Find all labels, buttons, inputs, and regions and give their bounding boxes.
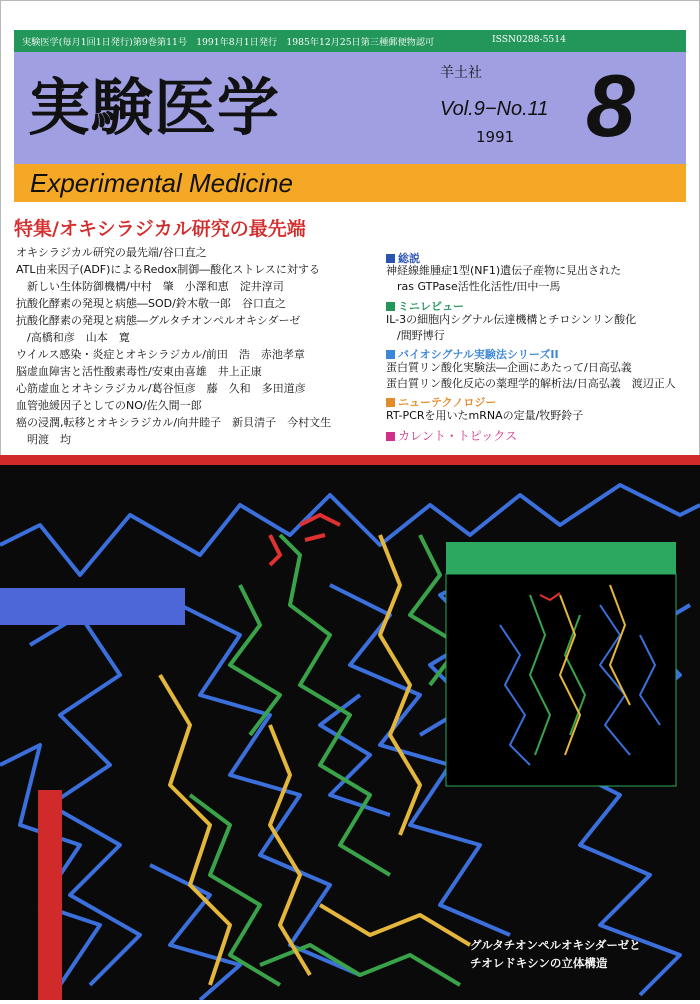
publication-info-bar [14,30,686,52]
feature-article: 血管弛緩因子としてのNO/佐久間一郎 [16,399,202,412]
biosignal-line: 蛋白質リン酸化反応の薬理学的解析法/日高弘義 渡辺正人 [386,377,676,390]
biosignal-line: 蛋白質リン酸化実験法―企画にあたって/日高弘義 [386,361,632,374]
minireview-line: IL-3の細胞内シグナル伝達機構とチロシンリン酸化 [386,313,637,326]
section-newtech [386,394,496,410]
volume-number: Vol.9−No.11 [440,98,549,120]
section-label: ミニレビュー [398,300,464,313]
section-label: 総説 [398,252,420,265]
newtech-line: RT-PCRを用いたmRNAの定量/牧野鈴子 [386,409,584,422]
inset-structure-panel [446,574,676,786]
feature-article: ATL由来因子(ADF)によるRedox制御―酸化ストレスに対する [16,263,320,276]
issue-number: 8 [586,56,635,155]
feature-article: ウイルス感染・炎症とオキシラジカル/前田 浩 赤池孝章 [16,348,305,361]
feature-article: 明渡 均 [16,433,71,446]
caption-line: グルタチオンペルオキシダーゼと [470,938,641,952]
feature-article: 抗酸化酵素の発現と病態―グルタチオンペルオキシダーゼ [16,314,301,327]
publisher: 羊土社 [440,65,482,81]
protein-structure-image [0,465,700,1000]
square-bullet-icon [386,302,395,311]
feature-article: オキシラジカル研究の最先端/谷口直之 [16,246,207,259]
red-vertical-strip [38,790,62,1000]
section-current-topics [386,427,517,444]
section-biosignal [386,346,559,362]
feature-article: 心筋虚血とオキシラジカル/葛谷恒彦 藤 久和 多田道彦 [16,382,306,395]
section-label: バイオシグナル実験法シリーズII [398,348,559,361]
issn: ISSN0288-5514 [492,34,566,45]
caption-line: チオレドキシンの立体構造 [470,956,608,970]
red-stripe [0,455,700,465]
feature-article: 脳虚血障害と活性酸素毒性/安東由喜雄 井上正康 [16,365,262,378]
section-label: ニューテクノロジー [398,396,497,409]
feature-title: 特集/オキシラジカル研究の最先端 [14,218,306,240]
blue-block [0,588,185,625]
minireview-line: /間野博行 [386,329,445,342]
cover-artwork [0,465,700,1000]
square-bullet-icon [386,350,395,359]
feature-article: 癌の浸潤,転移とオキシラジカル/向井睦子 新貝清子 今村文生 [16,416,332,429]
year: 1991 [476,128,515,146]
feature-article: /高橋和彦 山本 寛 [16,331,130,344]
square-bullet-icon [386,432,395,441]
feature-article: 抗酸化酵素の発現と病態―SOD/鈴木敬一郎 谷口直之 [16,297,286,310]
publication-info: 実験医学(毎月1回1日発行)第9巻第11号 1991年8月1日発行 1985年12月25日第三種郵便物認可 [22,37,435,48]
feature-article: 新しい生体防御機構/中村 肇 小澤和恵 淀井淳司 [16,280,284,293]
section-minireview [386,298,464,314]
square-bullet-icon [386,254,395,263]
inset-green-bar [446,542,676,574]
review-line: ras GTPase活性化活性/田中一馬 [386,280,561,293]
journal-title-en: Experimental Medicine [30,168,294,198]
journal-title-jp: 実験医学 [28,71,281,144]
section-label: カレント・トピックス [398,429,518,443]
square-bullet-icon [386,398,395,407]
review-line: 神経線維腫症1型(NF1)遺伝子産物に見出された [386,264,622,277]
